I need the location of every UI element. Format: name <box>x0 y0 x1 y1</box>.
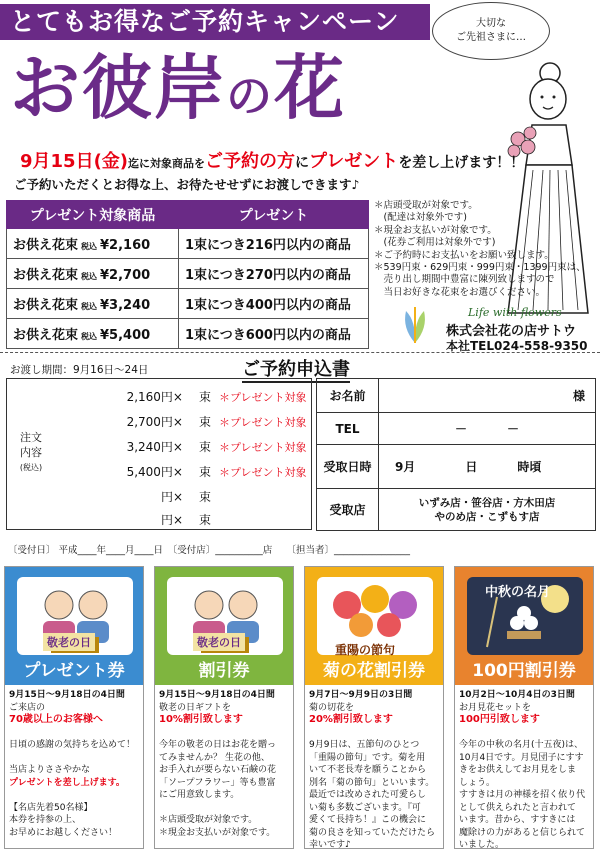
order-unit: 束 <box>198 440 211 454</box>
order-row[interactable] <box>88 438 307 455</box>
coupon-line: 70歳以上のお客様へ <box>9 714 103 725</box>
company-tagline: Life with flowers <box>468 306 562 319</box>
table-row <box>317 413 596 445</box>
notes-list <box>374 200 596 299</box>
store-label: 受取店 <box>317 489 379 531</box>
company-name: 株式会社花の店サトウ <box>446 324 577 339</box>
coupon-line: 10月4日です。月見団子にすす <box>459 752 584 763</box>
coupon-line: 菊の良さを知っていただけたら <box>309 827 436 838</box>
coupon-card-present[interactable] <box>4 566 144 849</box>
promo-subline: ご予約いただくとお得な上、お待たせせずにお渡しできます♪ <box>14 177 360 192</box>
coupon-line: すすきは月の神様を招く依り代 <box>459 790 586 800</box>
coupon-card-discount[interactable] <box>154 566 294 849</box>
order-price: 2,160円× <box>126 390 183 404</box>
table-row <box>7 319 369 349</box>
coupon-line: 今年の中秋の名月(十五夜)は、 <box>459 740 584 750</box>
table-row <box>317 379 596 413</box>
coupon-line <box>309 727 439 740</box>
name-field[interactable] <box>379 379 596 413</box>
coupon-line: 【名店先着50名様】 <box>9 802 93 813</box>
coupon-line: お月見花セットを <box>459 702 532 713</box>
order-row[interactable] <box>88 388 307 405</box>
store-list-2: やのめ店・こずもす店 <box>434 510 540 523</box>
gift-item-tax: 税込 <box>81 242 98 251</box>
note-line: ＊ご予約時にお支払いをお願い致します。 <box>374 249 554 261</box>
gift-item-name: お供え花束 <box>13 238 79 253</box>
name-label: お名前 <box>317 379 379 413</box>
coupon-line: 最近では改めされた可愛らし <box>309 790 427 800</box>
title-part-no: の <box>226 69 274 123</box>
company-tel: 本社TEL024-558-9350 <box>446 339 588 353</box>
coupon-sign: 重陽の節句 <box>335 643 396 657</box>
order-price: 円× <box>160 490 183 504</box>
gift-present-cell: 1束につき400円以内の商品 <box>179 289 369 319</box>
tel-label: TEL <box>317 413 379 445</box>
note-line: ＊539円束・629円束・999円束・1399円束は、 <box>374 262 586 274</box>
coupon-line: います。昔から、すすきには <box>459 815 576 825</box>
gift-item-name: お供え花束 <box>13 268 79 283</box>
receipt-line: 〔受付日〕 平成____年____月____日 〔受付店〕__________店 〔担当者〕________________ <box>8 545 411 556</box>
coupon-line: 9月7日～9月9日の3日間 <box>309 690 413 700</box>
coupon-sign: 敬老の日 <box>193 633 245 651</box>
coupon-line: てみませんか？ 生花の他、 <box>159 752 270 763</box>
gift-item-tax: 税込 <box>81 272 98 281</box>
coupon-line: 9月15日～9月18日の4日間 <box>159 690 275 700</box>
coupon-line: お早めにお越しください！ <box>9 827 118 838</box>
order-label-line1: 注文 <box>20 431 42 444</box>
coupon-line <box>459 727 589 740</box>
promo-end: を差し上げます！！ <box>398 155 525 171</box>
flower-logo-icon <box>392 303 438 349</box>
coupon-line: 10%割引致します <box>159 714 243 725</box>
speech-bubble <box>432 2 550 60</box>
coupon-card-header <box>155 567 293 685</box>
bubble-line-1: 大切な <box>476 18 506 29</box>
coupon-line: ＊店頭受取が対象です。 <box>159 815 258 825</box>
gift-item-cell <box>7 229 179 259</box>
delivery-period: お渡し期間：9月16日～24日 <box>10 364 149 376</box>
gift-item-name: お供え花束 <box>13 328 79 343</box>
order-row[interactable] <box>88 413 307 430</box>
coupon-line <box>159 727 289 740</box>
table-row <box>317 489 596 531</box>
gift-item-tax: 税込 <box>81 332 98 341</box>
store-list-1: いずみ店・笹谷店・方木田店 <box>418 496 556 509</box>
table-row <box>317 445 596 489</box>
table-row <box>7 289 369 319</box>
coupon-line: いました。 <box>459 840 505 849</box>
order-price: 2,700円× <box>126 415 183 429</box>
table-row <box>7 229 369 259</box>
coupon-line: 魔除けの力があると信じられて <box>459 827 586 838</box>
coupon-line: 9月15日～9月18日の4日間 <box>9 690 125 700</box>
coupon-line: プレゼントを差し上げます。 <box>9 777 125 788</box>
order-present-mark: ＊プレゼント対象 <box>219 416 307 429</box>
coupon-line: ご来店の <box>9 702 46 713</box>
tel-field[interactable] <box>379 413 596 445</box>
note-line: (花券ご利用は対象外です) <box>374 237 496 249</box>
coupon-card-moon[interactable] <box>454 566 594 849</box>
order-present-mark: ＊プレゼント対象 <box>219 391 307 404</box>
gift-present-cell: 1束につき270円以内の商品 <box>179 259 369 289</box>
campaign-banner: とてもお得なご予約キャンペーン <box>0 4 430 40</box>
note-line: 当日お好きな花束をお選びください。 <box>374 286 546 298</box>
note-line: 売り出し期間中豊富に陳列致しますので <box>374 274 555 286</box>
order-label-line2: 内容 <box>20 446 42 459</box>
coupon-line: しょう。 <box>459 777 496 788</box>
coupon-line: として供えられたと言われて <box>459 802 577 813</box>
order-unit: 束 <box>198 415 211 429</box>
note-line: ＊現金お支払いが対象です。 <box>374 224 497 236</box>
coupon-sign: 敬老の日 <box>43 633 95 651</box>
coupon-line <box>9 727 139 740</box>
gift-item-cell <box>7 259 179 289</box>
date-day: 日 <box>465 460 478 474</box>
gift-item-price: ¥5,400 <box>100 328 151 343</box>
coupon-line: い菊も多数ございます。『可 <box>309 802 421 813</box>
bubble-line-2: ご先祖さまに… <box>456 32 526 43</box>
coupon-line: 10月2日～10月4日の3日間 <box>459 690 575 700</box>
gift-item-price: ¥2,160 <box>100 238 151 253</box>
coupon-line: きをお供えしてお月見をしま <box>459 765 577 775</box>
coupon-line: 幸いです♪ <box>309 840 351 849</box>
coupon-line: 20%割引致します <box>309 714 393 725</box>
coupon-line: 9月9日は、五節句のひとつ <box>309 740 420 750</box>
order-label-tax: (税込) <box>19 463 43 472</box>
name-suffix: 様 <box>572 389 585 403</box>
coupon-line: 今年の敬老の日はお花を贈っ <box>159 740 277 750</box>
coupon-line: いて不老長寿を願うことから <box>309 765 427 775</box>
order-price: 3,240円× <box>126 440 183 454</box>
promo-present: プレゼント <box>309 151 399 172</box>
order-unit: 束 <box>198 390 211 404</box>
date-time: 時頃 <box>517 460 542 474</box>
coupon-line: ＊現金お支払いが対象です。 <box>159 827 276 838</box>
tel-dash: － <box>507 422 520 436</box>
coupon-line: 日頃の感謝の気持ちを込めて！ <box>9 740 136 750</box>
form-title: ご予約申込書 <box>242 355 350 383</box>
order-row[interactable] <box>88 463 307 480</box>
order-row[interactable] <box>88 488 219 505</box>
coupon-line: 敬老の日ギフトを <box>159 702 232 713</box>
coupon-body <box>5 685 143 843</box>
gift-present-cell: 1束につき216円以内の商品 <box>179 229 369 259</box>
order-price: 円× <box>160 513 183 527</box>
coupon-title: プレゼント券 <box>23 661 125 681</box>
coupon-card-chrysanthemum[interactable] <box>304 566 444 849</box>
order-present-mark: ＊プレゼント対象 <box>219 441 307 454</box>
coupon-line: 「ソープフラワー」等も豊富 <box>159 777 276 788</box>
date-month: 9月 <box>395 460 416 474</box>
gift-item-tax: 税込 <box>81 302 98 311</box>
coupon-body <box>155 685 293 843</box>
coupon-line <box>9 752 139 765</box>
order-present-mark: ＊プレゼント対象 <box>219 466 307 479</box>
coupon-line: 愛くて長持ち！』この機会に <box>309 815 427 825</box>
date-field[interactable] <box>379 445 596 489</box>
order-unit: 束 <box>198 513 211 527</box>
promo-reserve: ご予約の方 <box>205 151 296 172</box>
gift-item-cell <box>7 289 179 319</box>
coupon-body <box>455 685 593 849</box>
coupon-line: 別名「菊の節句」といいます。 <box>309 777 435 788</box>
date-label: 受取日時 <box>317 445 379 489</box>
gift-item-name: お供え花束 <box>13 298 79 313</box>
order-price: 5,400円× <box>126 465 183 479</box>
promo-ni: に <box>295 155 310 171</box>
order-unit: 束 <box>198 465 211 479</box>
main-title <box>10 48 346 136</box>
coupon-line: 当店よりささやかな <box>9 765 91 775</box>
coupon-line: 「重陽の節句」です。菊を用 <box>309 752 426 763</box>
title-part-b: 花 <box>274 47 346 129</box>
coupon-line: にご用意致します。 <box>159 790 240 800</box>
coupon-line <box>159 802 289 815</box>
coupon-card-header <box>5 567 143 685</box>
coupon-card-header <box>455 567 593 685</box>
reservation-form <box>316 378 596 531</box>
promo-headline <box>20 147 524 173</box>
gift-item-price: ¥2,700 <box>100 268 151 283</box>
coupon-line: 菊の切花を <box>309 702 355 713</box>
coupon-line: 100円引致します <box>459 714 540 725</box>
title-part-a: お彼岸 <box>10 47 226 129</box>
gift-item-price: ¥3,240 <box>100 298 151 313</box>
promo-date: 9月15日(金) <box>20 151 129 172</box>
gift-present-cell: 1束につき600円以内の商品 <box>179 319 369 349</box>
order-label <box>16 430 46 475</box>
coupon-title: 割引券 <box>198 661 250 681</box>
note-line: (配達は対象外です) <box>374 212 467 224</box>
order-unit: 束 <box>198 490 211 504</box>
coupon-body <box>305 685 443 849</box>
store-field[interactable] <box>379 489 596 531</box>
coupon-sign: 中秋の名月 <box>485 585 551 600</box>
gift-header-item: プレゼント対象商品 <box>7 201 179 229</box>
cut-line <box>0 352 600 353</box>
coupon-line: 本券を持参の上、 <box>9 815 82 825</box>
promo-until: 迄に対象商品を <box>128 157 206 170</box>
gift-table <box>6 200 369 349</box>
order-row[interactable] <box>88 511 219 528</box>
gift-header-present: プレゼント <box>179 201 369 229</box>
note-line: ＊店頭受取が対象です。 <box>374 200 478 211</box>
coupon-title: 100円割引券 <box>472 661 576 681</box>
coupon-title: 菊の花割引券 <box>323 661 425 681</box>
coupon-line <box>9 789 139 802</box>
table-row <box>7 259 369 289</box>
coupon-card-header <box>305 567 443 685</box>
coupon-line: お手入れが要らない石鹸の花 <box>159 765 277 775</box>
gift-item-cell <box>7 319 179 349</box>
tel-dash: － <box>454 422 467 436</box>
